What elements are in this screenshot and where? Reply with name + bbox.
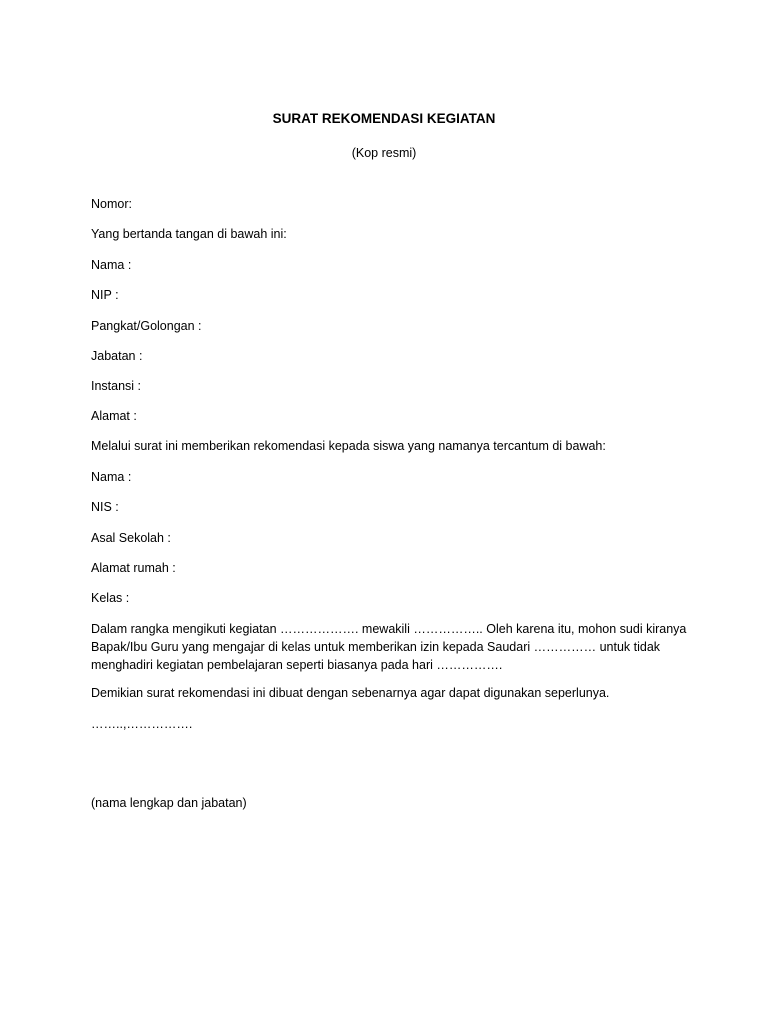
signer-rank-field: Pangkat/Golongan : <box>91 319 202 333</box>
student-name-field: Nama : <box>91 470 132 484</box>
letter-title: SURAT REKOMENDASI KEGIATAN <box>272 111 496 126</box>
signer-name-field: Nama : <box>91 258 132 272</box>
place-date-line: ……..,……………. <box>91 717 193 731</box>
signer-institution-field: Instansi : <box>91 379 142 393</box>
signer-position-field: Jabatan : <box>91 349 143 363</box>
signature-label: (nama lengkap dan jabatan) <box>91 796 247 810</box>
student-class-field: Kelas : <box>91 591 130 605</box>
student-school-field: Asal Sekolah : <box>91 531 171 545</box>
paragraph-line: Dalam rangka mengikuti kegiatan ………………. mewakili …………….. Oleh karena itu, mohon sudi kiranya <box>91 622 687 636</box>
signer-nip-field: NIP : <box>91 288 119 302</box>
paragraph-line: Bapak/Ibu Guru yang mengajar di kelas untuk memberikan izin kepada Saudari …………… untuk tidak <box>91 640 661 654</box>
student-address-field: Alamat rumah : <box>91 561 176 575</box>
paragraph-line: menghadiri kegiatan pembelajaran seperti biasanya pada hari ……………. <box>91 658 503 672</box>
letter-number: Nomor: <box>91 197 132 211</box>
intro-text: Yang bertanda tangan di bawah ini: <box>91 227 287 241</box>
student-nis-field: NIS : <box>91 500 119 514</box>
recommendation-statement: Melalui surat ini memberikan rekomendasi kepada siswa yang namanya tercantum di bawah: <box>91 439 606 453</box>
closing-statement: Demikian surat rekomendasi ini dibuat dengan sebenarnya agar dapat digunakan seperlunya. <box>91 686 610 700</box>
body-paragraph <box>91 620 691 674</box>
letterhead-placeholder: (Kop resmi) <box>351 146 417 160</box>
signer-address-field: Alamat : <box>91 409 137 423</box>
